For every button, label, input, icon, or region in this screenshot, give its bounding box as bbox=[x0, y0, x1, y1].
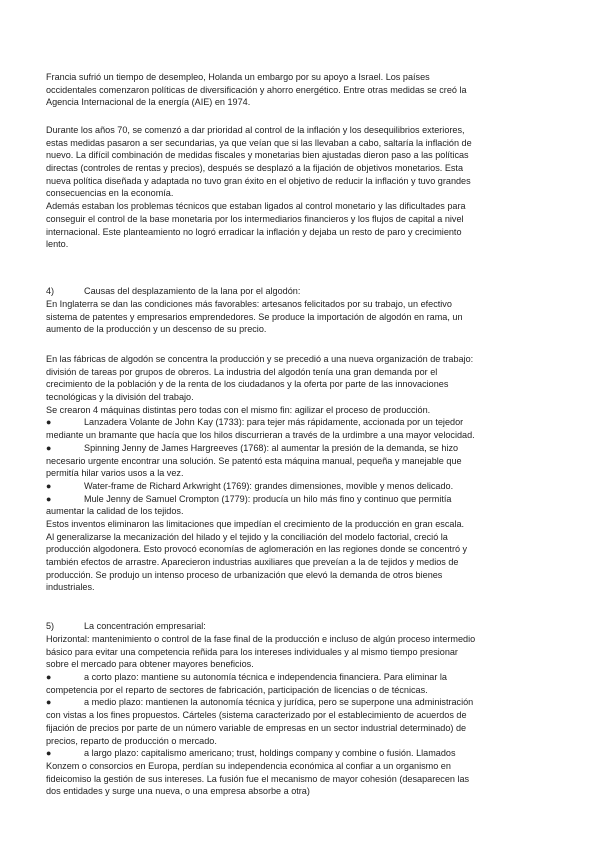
bullet-item-flying-shuttle bbox=[46, 416, 562, 429]
text-line: también efectos de arrastre. Aparecieron industrias auxiliares que preveían a la de tejidos y medios de bbox=[46, 557, 459, 567]
text-line: Estos inventos eliminaron las limitaciones que impedían el crecimiento de la producción en gran escala. bbox=[46, 518, 465, 529]
text-line: estas medidas pasaron a ser secundarias, ya que veían que si las llevaban a cabo, saltaría la inflación de bbox=[46, 137, 472, 148]
text-line: directas (controles de rentas y precios), después se desplazó a la fijación de objetivos monetarios. Esta bbox=[46, 163, 464, 174]
bullet-text: Lanzadera Volante de John Kay (1733): para tejer más rápidamente, accionada por un tejedor bbox=[84, 417, 464, 428]
section-title: La concentración empresarial: bbox=[84, 621, 206, 631]
text-line: necesario urgente encontrar una solución. Se patentó esta máquina manual, pequeña y manejable que bbox=[46, 455, 462, 466]
text-line: occidentales comenzaron políticas de diversificación y ahorro energético. Entre otras medidas se creó la bbox=[46, 84, 467, 95]
bullet-icon: ● bbox=[46, 493, 52, 504]
section-number: 4) bbox=[46, 286, 55, 296]
text-line: Se crearon 4 máquinas distintas pero todas con el mismo fin: agilizar el proceso de producción. bbox=[46, 404, 431, 415]
section-5-body bbox=[46, 633, 562, 798]
text-line: con vistas a los fines propuestos. Cárteles (sistema caracterizado por el establecimiento de acuerdos de bbox=[46, 710, 467, 721]
section-5-heading bbox=[46, 620, 562, 633]
text-line: división de tareas por grupos de obreros. La industria del algodón tenía una gran demanda por el bbox=[46, 366, 438, 377]
text-line: consecuencias en la economía. bbox=[46, 188, 174, 199]
bullet-text: Water-frame de Richard Arkwright (1769): grandes dimensiones, movible y menos delicado. bbox=[84, 480, 454, 491]
text-line: nuevo. La difícil combinación de medidas fiscales y monetarias bien ajustadas dieron paso a las políticas bbox=[46, 150, 469, 161]
text-line: fijación de precios por parte de un número variable de empresas en un sector industrial determinado) de bbox=[46, 722, 467, 733]
text-line: sistema de patentes y empresarios emprendedores. Se produce la importación de algodón en rama, un bbox=[46, 311, 463, 322]
text-line: En las fábricas de algodón se concentra la producción y se precedió a una nueva organización de trabajo: bbox=[46, 354, 474, 364]
bullet-item-long-term bbox=[46, 747, 562, 760]
bullet-icon: ● bbox=[46, 697, 52, 708]
text-line: Agencia Internacional de la energía (AIE) en 1974. bbox=[46, 97, 251, 108]
text-line: Konzem o consorcios en Europa, perdían su independencia económica al confiar a un organismo en bbox=[46, 760, 451, 771]
bullet-icon: ● bbox=[46, 417, 52, 428]
text-line: conseguir el control de la base monetaria por los intermediarios financieros y los flujos de capital a nivel bbox=[46, 213, 464, 224]
text-line: sobre el mercado para obtener mayores beneficios. bbox=[46, 659, 254, 670]
text-line: Horizontal: mantenimiento o control de la fase final de la producción e incluso de algún proceso intermedio bbox=[46, 634, 476, 644]
section-4-heading bbox=[46, 285, 562, 298]
section-4-body bbox=[46, 353, 562, 594]
section-number: 5) bbox=[46, 621, 55, 631]
text-line: precios, reparto de producción o mercado. bbox=[46, 735, 217, 746]
section-4-intro bbox=[46, 298, 562, 336]
bullet-icon: ● bbox=[46, 672, 52, 683]
bullet-item-medium-term bbox=[46, 696, 562, 709]
text-line: aumentar la calidad de los tejidos. bbox=[46, 506, 184, 517]
text-line: Al generalizarse la mecanización del hilado y el tejido y la conciliación del modelo factorial, creció la bbox=[46, 531, 448, 542]
paragraph-energy bbox=[46, 71, 562, 109]
text-line: permitía hilar varios usos a la vez. bbox=[46, 468, 184, 479]
text-line: Francia sufrió un tiempo de desempleo, Holanda un embargo por su apoyo a Israel. Los países bbox=[46, 72, 430, 82]
bullet-item-spinning-jenny bbox=[46, 442, 562, 455]
text-line: competencia por el reparto de sectores de fabricación, participación de licencias o de técnicas. bbox=[46, 684, 428, 695]
heading-line bbox=[46, 620, 562, 633]
bullet-item-mule-jenny bbox=[46, 493, 562, 506]
paragraph-seventies bbox=[46, 124, 562, 251]
bullet-icon: ● bbox=[46, 480, 52, 491]
text-line: producción algodonera. Esto provocó economías de aglomeración en las regiones donde se concentró y bbox=[46, 544, 468, 555]
text-line: mediante un bramante que hacía que los hilos discurrieran a través de la urdimbre a una mayor velocidad. bbox=[46, 430, 475, 441]
bullet-text: a largo plazo: capitalismo americano; trust, holdings company y combine o fusión. Llamados bbox=[84, 748, 456, 759]
text-line: tecnológicas y la división del trabajo. bbox=[46, 392, 194, 403]
text-line: crecimiento de la población y de la renta de los ciudadanos y la oferta por parte de las innovaciones bbox=[46, 379, 449, 390]
text-line: aumento de la producción y un descenso de su precio. bbox=[46, 324, 267, 335]
text-line: Durante los años 70, se comenzó a dar prioridad al control de la inflación y los desequilibrios exteriores, bbox=[46, 125, 465, 135]
text-line: producción. Se produjo un intenso proceso de urbanización que elevó la demanda de otros bienes bbox=[46, 569, 443, 580]
bullet-icon: ● bbox=[46, 748, 52, 759]
bullet-text: a medio plazo: mantienen la autonomía técnica y jurídica, pero se superpone una administración bbox=[84, 697, 474, 708]
text-line: fideicomiso la gestión de sus intereses. La fusión fue el mecanismo de mayor cohesión (desaparecen las bbox=[46, 773, 470, 784]
text-line: básico para evitar una competencia reñida para los intereses individuales y al mismo tiempo presionar bbox=[46, 646, 458, 657]
bullet-item-water-frame bbox=[46, 480, 562, 493]
text-line: lento. bbox=[46, 239, 69, 250]
section-title: Causas del desplazamiento de la lana por el algodón: bbox=[84, 286, 301, 296]
text-line: industriales. bbox=[46, 582, 95, 593]
text-line: internacional. Este planteamiento no logró erradicar la inflación y dejaba un resto de paro y crecimiento bbox=[46, 226, 462, 237]
text-line: nueva política diseñada y adaptada no tuvo gran éxito en el objetivo de reducir la inflación y tuvo grandes bbox=[46, 175, 471, 186]
text-line: En Inglaterra se dan las condiciones más favorables: artesanos felicitados por su trabajo, un efectivo bbox=[46, 299, 452, 309]
bullet-icon: ● bbox=[46, 442, 52, 453]
bullet-text: Spinning Jenny de James Hargreeves (1768): al aumentar la presión de la demanda, se hizo bbox=[84, 442, 459, 453]
bullet-item-short-term bbox=[46, 671, 562, 684]
text-line: Además estaban los problemas técnicos que estaban ligados al control monetario y las dificultades para bbox=[46, 201, 466, 212]
text-line: dos entidades y surge una nueva, o una empresa absorbe a otra) bbox=[46, 786, 310, 797]
bullet-text: a corto plazo: mantiene su autonomía técnica e independencia financiera. Para eliminar la bbox=[84, 672, 447, 683]
bullet-text: Mule Jenny de Samuel Crompton (1779): producía un hilo más fino y continuo que permitía bbox=[84, 493, 452, 504]
heading-line bbox=[46, 285, 562, 298]
